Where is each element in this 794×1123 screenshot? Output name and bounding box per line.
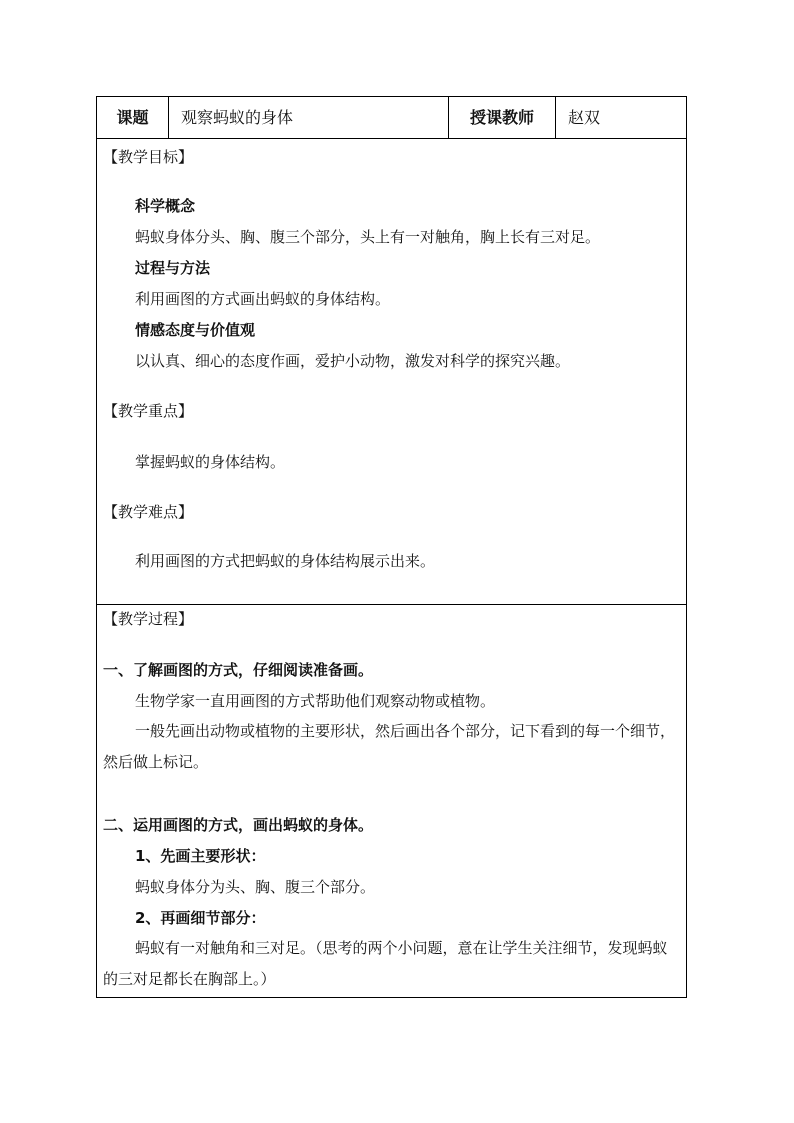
- topic-label: 课题: [97, 97, 169, 139]
- objectives-cell: [97, 139, 687, 605]
- header-row: [97, 97, 687, 139]
- attitude-title: 情感态度与价值观: [135, 321, 256, 339]
- teacher-label: 授课教师: [449, 97, 556, 139]
- process-method-title: 过程与方法: [135, 259, 211, 277]
- process-cell: [97, 605, 687, 998]
- step2-text: 蚂蚁有一对触角和三对足。（思考的两个小问题，意在让学生关注细节，发现蚂蚁的三对足都长在胸部上。）: [103, 939, 668, 988]
- attitude-text: 以认真、细心的态度作画，爱护小动物，激发对科学的探究兴趣。: [135, 352, 571, 370]
- step1-title: 1、先画主要形状：: [135, 847, 266, 865]
- step2-title: 2、再画细节部分：: [135, 909, 266, 927]
- process-row: [97, 605, 687, 998]
- concept-title: 科学概念: [135, 197, 196, 215]
- part1-paragraph-2: 一般先画出动物或植物的主要形状，然后画出各个部分，记下看到的每一个细节，然后做上标记。: [103, 722, 676, 771]
- topic-value: 观察蚂蚁的身体: [169, 97, 449, 139]
- lesson-plan-table: [96, 96, 687, 998]
- concept-text: 蚂蚁身体分头、胸、腹三个部分，头上有一对触角，胸上长有三对足。: [135, 228, 601, 246]
- key-points-text: 掌握蚂蚁的身体结构。: [135, 453, 286, 471]
- objectives-heading: 【教学目标】: [103, 148, 194, 166]
- part1-paragraph-1: 生物学家一直用画图的方式帮助他们观察动物或植物。: [135, 692, 496, 710]
- objectives-row: [97, 139, 687, 605]
- part2-title: 二、运用画图的方式，画出蚂蚁的身体。: [103, 816, 374, 834]
- process-heading: 【教学过程】: [103, 610, 194, 628]
- part1-title: 一、了解画图的方式，仔细阅读准备画。: [103, 661, 374, 679]
- teacher-value: 赵双: [556, 97, 687, 139]
- key-points-heading: 【教学重点】: [103, 402, 194, 420]
- difficulties-text: 利用画图的方式把蚂蚁的身体结构展示出来。: [135, 552, 436, 570]
- difficulties-heading: 【教学难点】: [103, 503, 194, 521]
- step1-text: 蚂蚁身体分为头、胸、腹三个部分。: [135, 878, 376, 896]
- process-method-text: 利用画图的方式画出蚂蚁的身体结构。: [135, 290, 391, 308]
